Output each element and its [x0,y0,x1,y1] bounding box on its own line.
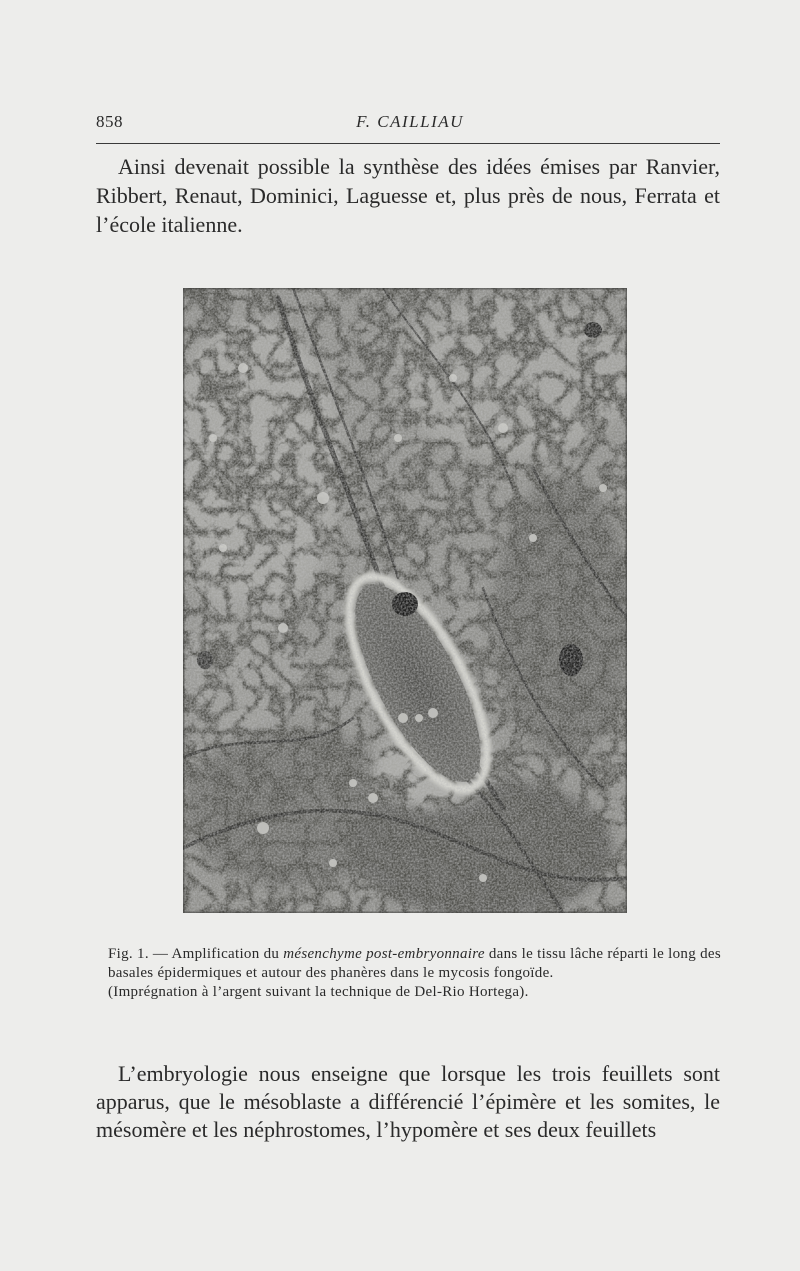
header-rule [96,143,720,144]
caption-italic-term: mésenchyme post-embryonnaire [283,946,485,962]
micrograph-image [183,288,627,913]
caption-dash: — [148,946,172,962]
page-number: 858 [96,112,123,131]
top-paragraph [96,152,720,239]
caption-text-after: dans le tissu lâche réparti le long des basales épidermiques et autour des phanères dans le mycosis fongoïde. [108,946,721,981]
figure-caption [108,945,721,1002]
caption-second-line: (Imprégnation à l’argent suivant la technique de Del-Rio Hortega). [108,984,529,1000]
bottom-paragraph-text: L’embryologie nous enseigne que lorsque les trois feuillets sont apparus, que le mésoblaste a différencié l’épimère et les somites, le mésomère et les néphrostomes, l’hypomère et ses deux feuillets [96,1061,720,1142]
running-head: F. CAILLIAU [356,112,464,131]
bottom-paragraph [96,1060,720,1144]
top-paragraph-text: Ainsi devenait possible la synthèse des idées émises par Ranvier, Ribbert, Renaut, Dominici, Laguesse et, plus près de nous, Ferrata et l’école italienne. [96,154,720,237]
caption-label: Fig. 1. [108,946,149,962]
micrograph-figure [183,288,627,913]
caption-text-before: Amplification du [171,946,284,962]
